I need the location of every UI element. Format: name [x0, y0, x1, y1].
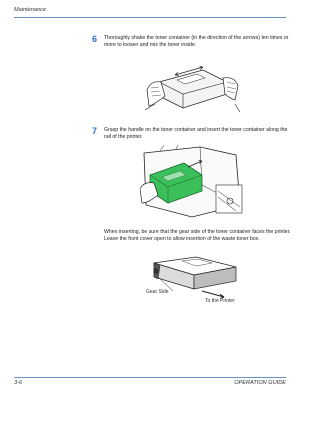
guide-title: OPERATION GUIDE — [234, 380, 286, 386]
footer-rule — [14, 377, 286, 378]
header-rule — [14, 17, 286, 18]
gear-side-label: Gear Side — [146, 289, 169, 295]
insert-toner-illustration — [140, 145, 245, 221]
step-7-text: Grasp the handle on the toner container and insert the toner container along the rail of the printer. — [104, 127, 288, 140]
insertion-note: When inserting, be sure that the gear side of the toner container faces the printer. Leave the front cover open to allow insertion of the waste toner box. — [104, 229, 291, 242]
to-printer-label: To the Printer — [205, 298, 235, 304]
step-6-text: Thoroughly shake the toner container (in the direction of the arrows) ten times or more to loosen and mix the toner inside. — [104, 35, 289, 48]
shake-toner-illustration — [145, 60, 240, 118]
running-header: Maintenance — [14, 7, 47, 13]
page-number: 3-6 — [14, 380, 23, 386]
step-7-number: 7 — [92, 126, 98, 136]
step-6-number: 6 — [92, 34, 98, 44]
